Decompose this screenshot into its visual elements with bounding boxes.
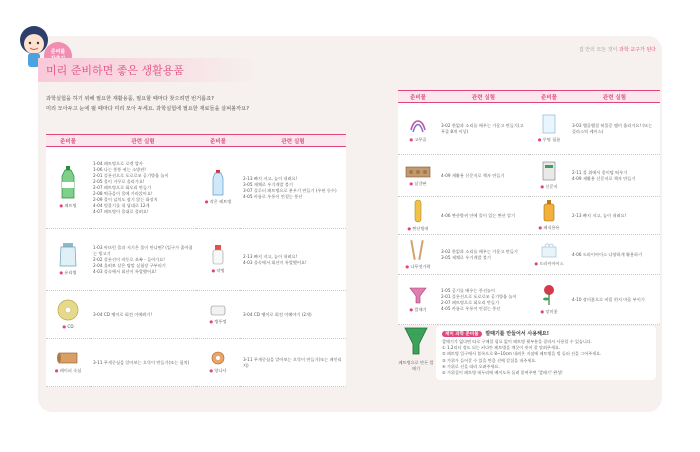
paper-roll-icon: [57, 351, 79, 367]
experiment-item: 3-05 재채로 우기개발 불기: [441, 254, 491, 260]
section-badge: 준비를: [44, 42, 72, 70]
material-name: ● 페트병: [59, 203, 77, 208]
experiment-cell: [90, 291, 196, 339]
table-row: [398, 155, 660, 197]
funnel-icon: [409, 286, 427, 306]
rubber-band-icon: [408, 114, 428, 136]
experiment-cell: [438, 275, 529, 325]
experiment-item: 4-09 재활용 신문지로 책자 만들기: [441, 172, 505, 178]
experiment-item: 3-11 무게중심을 알아보는 오뚝이 만들기(또는 필치): [93, 359, 190, 365]
experiment-cell: [90, 147, 196, 229]
egg-carton-icon: [405, 164, 431, 180]
pet-funnel-icon: [403, 326, 429, 356]
medicine-bottle-icon: [212, 245, 224, 267]
callout-line: ① 1.2리터 정도 되는 커다란 페트병을 깨끗이 씻어 잘 말려주세요.: [442, 345, 561, 351]
top-note-highlight: 과학 교구가 된다: [619, 47, 656, 53]
experiment-item: 3-04 CD 팽이로 회전 이해야기 (2개): [243, 311, 312, 317]
table-row: [46, 291, 346, 339]
material-name: ● 유리병: [59, 270, 77, 275]
experiment-item: 2-02 풀롯선이 작동로 쏘쏙 - 들어가요!: [93, 256, 165, 262]
page-title: 미리 준비하면 좋은 생활용품: [46, 64, 185, 77]
material-name: ● 장미꽃: [540, 309, 558, 314]
material-name: ● 작은 페트병: [204, 199, 232, 204]
material-name: ● 드라이아이스: [534, 261, 564, 266]
material-name: ● 나무젓가락: [405, 264, 431, 269]
material-cell: [398, 103, 438, 155]
header-experiment: 관련 실험: [438, 91, 529, 103]
experiment-item: 2-13 빠지 지고, 높이 내려요!: [243, 253, 298, 259]
newspaper-icon: [542, 161, 556, 183]
experiment-item: 4-10 장미꽃으로 비밀 편지 마음 부이기: [572, 296, 645, 302]
material-name: ● 양나사: [209, 368, 227, 373]
experiment-item: 1-04 페트병으로 로켓 발사: [93, 160, 143, 166]
experiment-item: 1-03 아뜨런 물과 저기은 물이 만나면? (입구가 좁아졌는 빙고기: [93, 244, 193, 256]
material-cell: [46, 147, 90, 229]
experiment-cell: [569, 155, 660, 197]
chopsticks-icon: [408, 239, 428, 263]
experiment-item: 4-05 카름로 우통이 연결는 풍선: [441, 305, 501, 311]
experiment-item: 2-01 플롯선으로 포로로쏘 공기방울 놀이: [441, 293, 517, 299]
material-cell: [398, 275, 438, 325]
experiment-cell: [240, 339, 346, 387]
experiment-cell: [569, 235, 660, 275]
callout-tag: 재미 과학 준비물: [442, 331, 482, 337]
material-cell: [529, 235, 569, 275]
material-name: ● 달걀판: [409, 181, 427, 186]
header-material: 준비물: [398, 91, 438, 103]
experiment-item: 3-02 한없과 소리를 배우는 가운고 만들기: [441, 248, 518, 254]
experiment-item: 2-07 페트병으로 회오리 만들기: [441, 299, 499, 305]
material-name: ● 신문지: [540, 184, 558, 189]
tube-icon: [413, 199, 423, 225]
material-cell: [196, 147, 240, 229]
table-row: [398, 275, 660, 325]
material-name: ● 약병: [211, 268, 225, 273]
top-note: [579, 46, 656, 53]
table-row: [398, 235, 660, 275]
callout-title: 깔때기를 만들어서 사용해요!: [485, 331, 550, 337]
experiment-cell: [438, 235, 529, 275]
screw-icon: [211, 351, 225, 367]
material-name: ● 병뚜껑: [209, 319, 227, 324]
material-cell: [196, 229, 240, 291]
experiment-item: 4-06 드라이아이스 다양하게 활용하기: [572, 251, 643, 257]
experiment-cell: [90, 229, 196, 291]
top-note-prefix: 집 안의 모든 것이: [578, 47, 618, 53]
header-experiment: 관련 실험: [90, 135, 196, 147]
experiment-item: 4-05 카름로 우통이 연결는 풍선: [243, 193, 303, 199]
experiment-item: 2-04 올려보 살은 탑말 실험장 구부리기: [93, 262, 166, 268]
experiment-item: 4-06 짠산방귀 안에 물이 있는 짠산 알기: [441, 212, 516, 218]
experiment-item: 2-11 물 위에서 종이탑 띄우기: [572, 169, 628, 175]
header-experiment: 관련 실험: [569, 91, 660, 103]
experiment-cell: [240, 229, 346, 291]
material-cell: [46, 291, 90, 339]
material-cell: [196, 291, 240, 339]
title-bar: [38, 58, 350, 82]
experiment-item: 1-06 나는 뚱뚱 귀는 소방관!: [93, 166, 146, 172]
experiment-item: 4-07 페트병이 물대로 풀려요!: [93, 208, 149, 214]
material-name: ● 깔때기: [409, 307, 427, 312]
right-page: [390, 36, 662, 412]
material-cell: [398, 197, 438, 235]
clear-film-icon: [541, 114, 557, 136]
experiment-cell: [438, 197, 529, 235]
table-row: [46, 339, 346, 387]
material-cell: [529, 155, 569, 197]
oil-bottle-icon: [543, 200, 555, 224]
rose-icon: [541, 284, 557, 308]
experiment-item: 3-11 무게중심을 알아보는 오뚝이 만들기(또는 페인리치): [243, 356, 342, 368]
material-name: ● 페식용유: [538, 225, 560, 230]
material-cell: [398, 235, 438, 275]
callout-line: ④ 가위로 선을 따라 오려주세요.: [442, 363, 500, 369]
pet-bottle-icon: [60, 166, 76, 202]
funnel-name: 페트병으로 만든 깔때기: [398, 360, 434, 371]
experiment-cell: [438, 155, 529, 197]
experiment-item: 4-03 풀속에서 회선이 톡발했어요!: [243, 259, 307, 265]
experiment-cell: [438, 103, 529, 155]
callout-line: 깔때기가 없다면 따로 구매할 필요 없이 페트병 윗부분을 잘라서 사용할 수 있습니다.: [442, 339, 593, 344]
right-materials-table: [398, 90, 660, 325]
intro-line-1: 과학실험을 하기 위해 필요한 재활용품, 필요할 때마다 찾으려면 번거롭죠?: [46, 96, 214, 102]
callout-line: ③ 가위가 들어갈 수 있을 만큼 선에 칼집을 내주세요.: [442, 357, 537, 363]
material-cell: [196, 339, 240, 387]
cd-icon: [57, 299, 79, 323]
material-name: ● 페이퍼 속심: [54, 368, 82, 373]
material-cell: [529, 197, 569, 235]
experiment-item: 4-03 풀속에서 회선이 톡발했어요!: [93, 268, 157, 274]
experiment-cell: [240, 147, 346, 229]
experiment-cell: [569, 275, 660, 325]
left-page: [38, 36, 350, 412]
header-material: 준비물: [529, 91, 569, 103]
experiment-cell: [569, 197, 660, 235]
glass-jar-icon: [58, 243, 78, 269]
experiment-item: 2-08 떡국을이 물에 가라앉아요!: [93, 190, 153, 196]
material-cell: [46, 339, 90, 387]
material-cell: [398, 155, 438, 197]
experiment-item: 3-07 플루터 페트병으로 분우기 만들기 (우된 등수): [243, 187, 337, 193]
experiment-cell: [569, 103, 660, 155]
table-row: [46, 147, 346, 229]
table-row: [398, 197, 660, 235]
intro-line-2: 미리 모아두고 눈에 띌 때마다 미리 모아 두세요. 과학실험에 필요한 재료들을 살펴볼까요?: [46, 106, 249, 112]
funnel-illustration: [398, 326, 434, 372]
dry-ice-icon: [539, 242, 559, 260]
experiment-item: 2-07 페트병으로 회오리 만들기: [93, 184, 151, 190]
experiment-item: 4-09 재활용 신문지로 책자 만들기: [572, 175, 636, 181]
material-name: ● 고무줄: [409, 137, 427, 142]
material-cell: [529, 275, 569, 325]
header-experiment: 관련 실험: [240, 135, 346, 147]
material-name: ● 투명 필름: [537, 137, 561, 142]
bottle-cap-icon: [210, 304, 226, 318]
material-name: ● 짠산방귀: [407, 226, 429, 231]
experiment-item: 2-13 빠지 지고, 높이 내려요!: [572, 212, 627, 218]
intro-text: [46, 94, 346, 114]
experiment-item: 3-04 CD 팽이로 회전 이에봐기!: [93, 311, 153, 317]
table-row: [398, 103, 660, 155]
material-cell: [46, 229, 90, 291]
experiment-item: 3-02 한없과 소리를 배우는 가운고 만들기(고무줄 8개 이상): [441, 122, 524, 134]
material-name: ● CD: [62, 324, 74, 329]
material-cell: [529, 103, 569, 155]
tip-callout: [436, 326, 656, 380]
callout-title-row: [442, 330, 650, 337]
header-material: 준비물: [46, 135, 90, 147]
experiment-item: 4-04 빗물기를 내 답대로 12개: [93, 202, 150, 208]
callout-line: ② 페트병 입구에서 볼록으로 8~10cm 내려온 지점에 페트병을 빙 둘러 선을 그어주세요.: [442, 351, 602, 357]
experiment-item: 2-13 빠지 지고, 높이 내려요!: [243, 175, 298, 181]
small-bottle-icon: [211, 170, 225, 198]
experiment-item: 2-01 플롯선으로 포로로쏘 공기방울 놀이: [93, 172, 169, 178]
left-materials-table: [46, 134, 346, 387]
book-spread: [38, 36, 662, 412]
experiment-item: 2-09 물이 넘치도 잠기 않는 화장지: [93, 196, 158, 202]
experiment-cell: [240, 291, 346, 339]
header-material: 준비물: [196, 135, 240, 147]
experiment-item: 3-03 햄골햄결 허물증 엠미 울리거요! (또는 플라스틱 케이스): [572, 122, 653, 134]
experiment-cell: [90, 339, 196, 387]
experiment-item: 2-05 물이 거꾸로 올라가요!: [93, 178, 145, 184]
experiment-item: 3-05 재채로 우기개발 불기: [243, 181, 293, 187]
callout-line: ⑤ 가위질이 페트병 테두리에 베이도록 돌려 붙여주면 '깔때기' 완성!: [442, 370, 563, 376]
experiment-item: 1-05 공기를 배우는 풍선놀이: [441, 287, 495, 293]
table-row: [46, 229, 346, 291]
